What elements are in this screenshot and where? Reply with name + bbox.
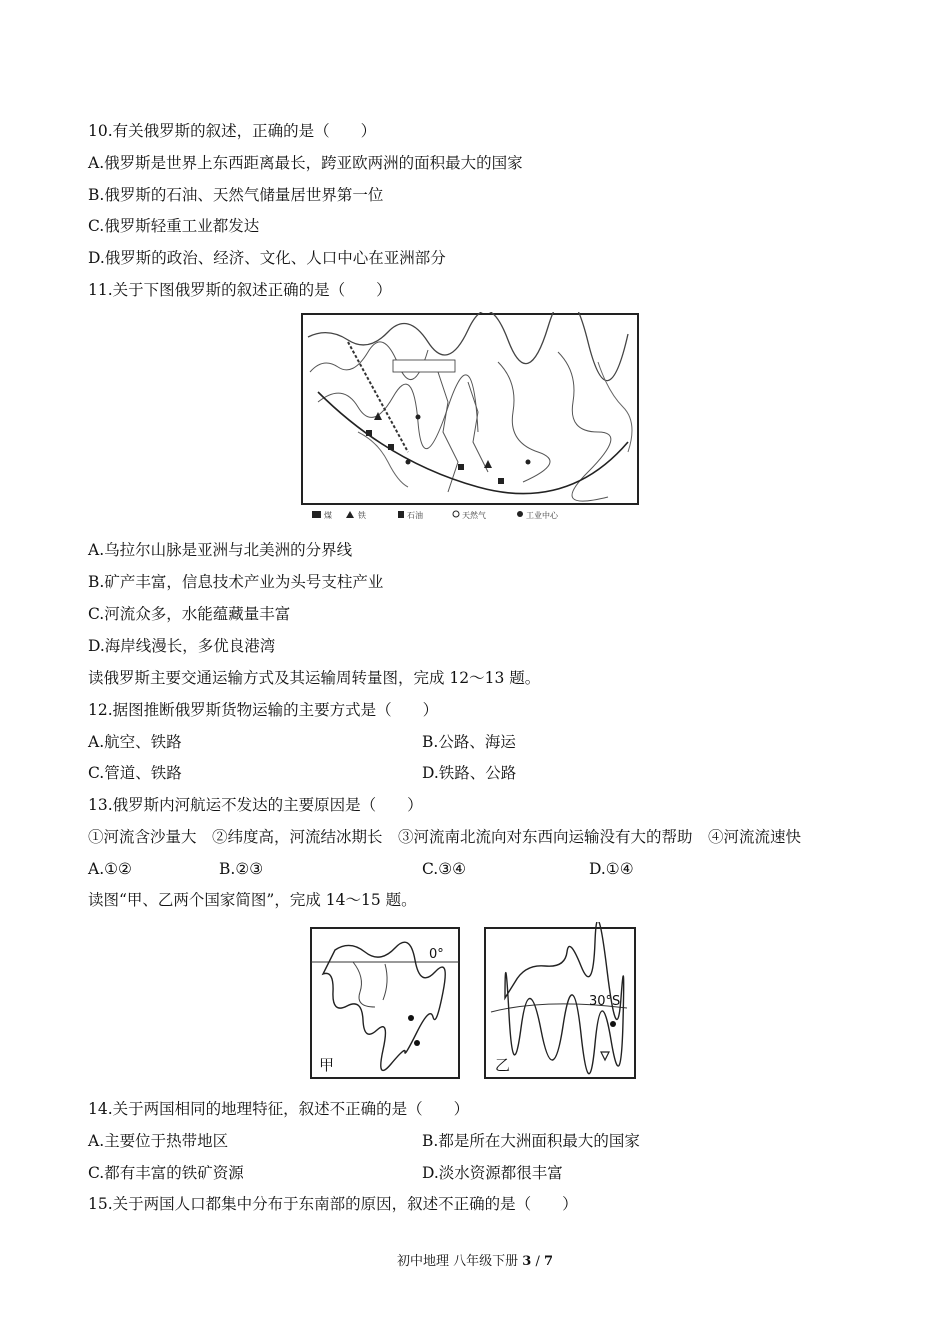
map-jia: [311, 928, 459, 1078]
map-yi-label: 乙: [495, 1056, 511, 1074]
map-jia-label: 甲: [319, 1056, 335, 1074]
q12-option-a: A.航空、铁路: [88, 733, 182, 751]
footer-text: 初中地理 八年级下册: [396, 1254, 519, 1269]
q14-stem: 14.关于两国相同的地理特征，叙述不正确的是（ ）: [88, 1100, 470, 1118]
q10-option-b: B.俄罗斯的石油、天然气储量居世界第一位: [88, 186, 384, 204]
legend-oil: 石油: [407, 511, 423, 520]
footer-page-total: 7: [543, 1254, 554, 1269]
russia-map: [298, 312, 643, 524]
country-maps: [305, 922, 645, 1084]
legend-iron: 铁: [358, 511, 366, 520]
q11-option-b: B.矿产丰富，信息技术产业为头号支柱产业: [88, 573, 384, 591]
q12-option-b: B.公路、海运: [422, 733, 516, 751]
q10-option-c: C.俄罗斯轻重工业都发达: [88, 217, 260, 235]
footer-separator: /: [531, 1254, 544, 1269]
equator-label: 0°: [429, 947, 444, 962]
legend-industry: 工业中心: [526, 511, 558, 520]
country-maps-figure: [305, 922, 645, 1084]
q12-stem: 12.据图推断俄罗斯货物运输的主要方式是（ ）: [88, 701, 439, 719]
legend-gas: 天然气: [462, 511, 486, 520]
footer-page-number: 3: [522, 1254, 532, 1269]
intro-12-13: 读俄罗斯主要交通运输方式及其运输周转量图，完成 12～13 题。: [88, 669, 541, 687]
legend-coal: 煤: [324, 511, 332, 520]
q10-stem: 10.有关俄罗斯的叙述，正确的是（ ）: [88, 122, 377, 140]
q15-stem: 15.关于两国人口都集中分布于东南部的原因，叙述不正确的是（ ）: [88, 1195, 578, 1213]
q11-option-a: A.乌拉尔山脉是亚洲与北美洲的分界线: [88, 541, 353, 559]
q11-stem: 11.关于下图俄罗斯的叙述正确的是（ ）: [88, 281, 392, 299]
lat-30s-label: 30°S: [589, 994, 621, 1009]
q10-option-d: D.俄罗斯的政治、经济、文化、人口中心在亚洲部分: [88, 249, 446, 267]
q14-option-b: B.都是所在大洲面积最大的国家: [422, 1132, 640, 1150]
q13-option-c: C.③④: [422, 860, 467, 878]
q13-option-d: D.①④: [589, 860, 634, 878]
q12-option-c: C.管道、铁路: [88, 764, 182, 782]
q13-stem: 13.俄罗斯内河航运不发达的主要原因是（ ）: [88, 796, 423, 814]
russia-map-figure: [298, 312, 643, 524]
map-yi: [485, 922, 635, 1078]
q14-option-c: C.都有丰富的铁矿资源: [88, 1164, 244, 1182]
intro-14-15: 读图“甲、乙两个国家简图”，完成 14～15 题。: [88, 891, 417, 909]
q11-option-c: C.河流众多，水能蕴藏量丰富: [88, 605, 291, 623]
q12-option-d: D.铁路、公路: [422, 764, 517, 782]
q13-items: ①河流含沙量大 ②纬度高，河流结冰期长 ③河流南北流向对东西向运输没有大的帮助 ④河流流速快: [88, 828, 802, 846]
map-legend: [312, 510, 559, 520]
q14-option-d: D.淡水资源都很丰富: [422, 1164, 563, 1182]
page-footer: [0, 1250, 950, 1269]
q14-option-a: A.主要位于热带地区: [88, 1132, 229, 1150]
q10-option-a: A.俄罗斯是世界上东西距离最长，跨亚欧两洲的面积最大的国家: [88, 154, 523, 172]
q11-option-d: D.海岸线漫长，多优良港湾: [88, 637, 276, 655]
q13-option-b: B.②③: [219, 860, 264, 878]
q13-option-a: A.①②: [88, 860, 132, 878]
